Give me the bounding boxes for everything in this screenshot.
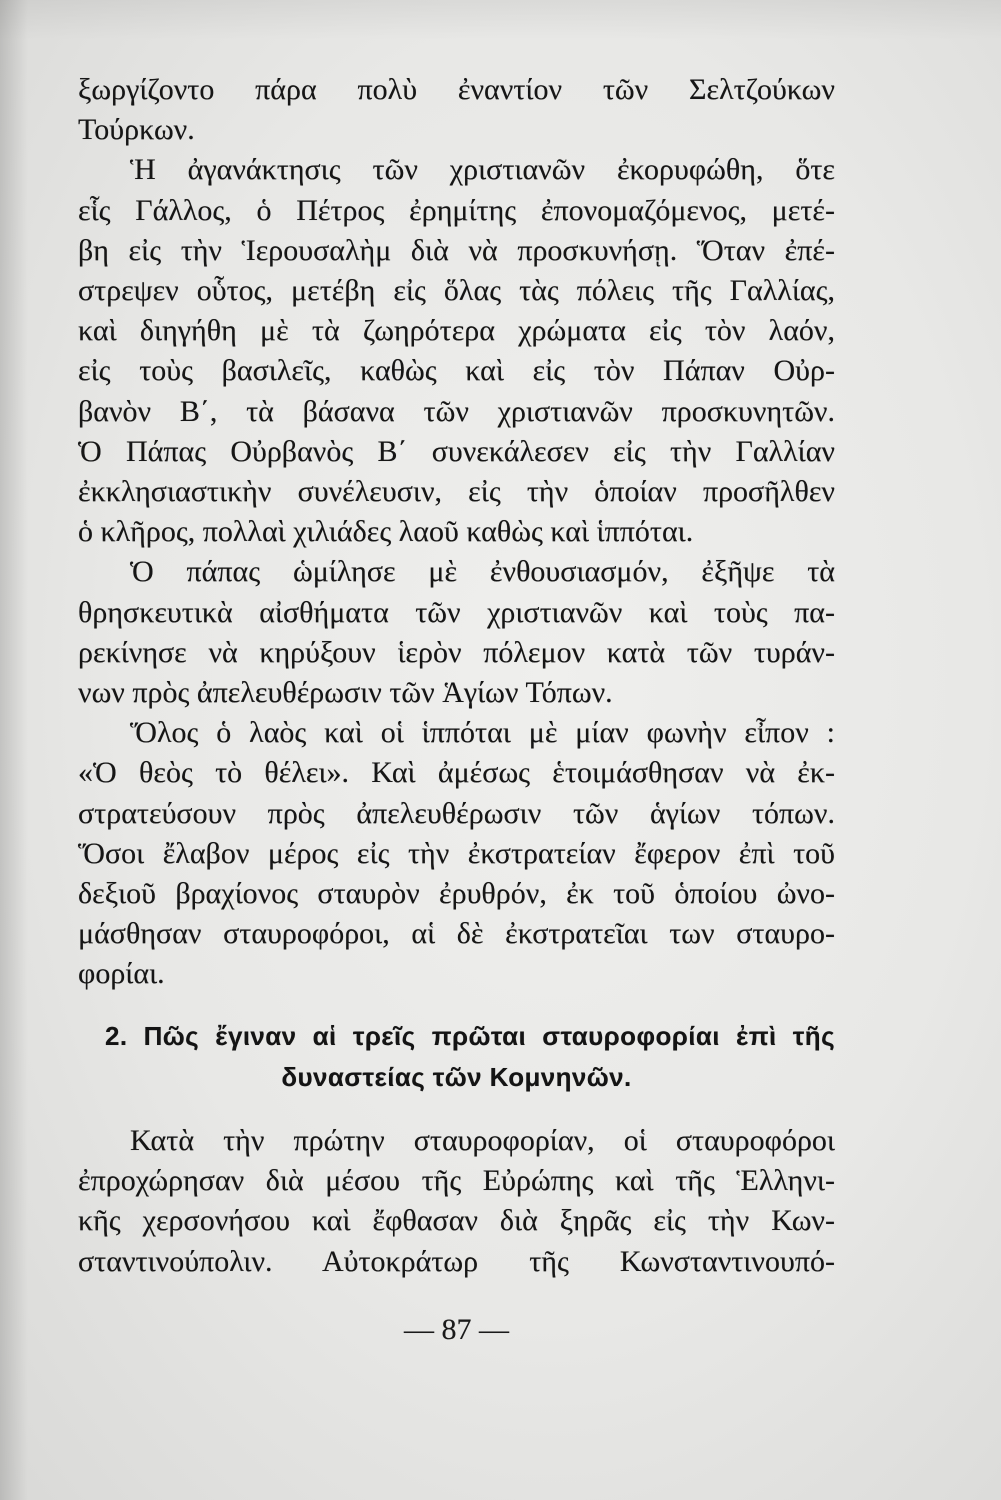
text-line: ξωργίζοντο πάρα πολὺ ἐναντίον τῶν Σελτζούκων [78,73,835,106]
text-line: εἷς Γάλλος, ὁ Πέτρος ἐρημίτης ἐπονομαζόμενος, μετέ- [78,193,835,227]
text-line: δεξιοῦ βραχίονος σταυρὸν ἐρυθρόν, ἐκ τοῦ ὁποίου ὠνο- [78,877,835,911]
text-line: «Ὁ θεὸς τὸ θέλει». Καὶ ἀμέσως ἑτοιμάσθησαν νὰ ἐκ- [78,756,835,790]
text-line: νων πρὸς ἀπελευθέρωσιν τῶν Ἁγίων Τόπων. [78,676,613,710]
text-line: Ὁ Πάπας Οὐρβανὸς Β΄ συνεκάλεσεν εἰς τὴν Γαλλίαν [78,434,835,468]
text-line: καὶ διηγήθη μὲ τὰ ζωηρότερα χρώματα εἰς τὸν λαόν, [78,314,835,348]
text-line: στρεψεν οὗτος, μετέβη εἰς ὅλας τὰς πόλεις τῆς Γαλλίας, [78,274,835,308]
text-line: ἐκκλησιαστικὴν συνέλευσιν, εἰς τὴν ὁποίαν προσῆλθεν [78,475,835,509]
text-line: μάσθησαν σταυροφόροι, αἱ δὲ ἐκστρατεῖαι των σταυρο- [78,917,835,951]
page-number: — 87 — [404,1313,509,1346]
text-line: θρησκευτικὰ αἰσθήματα τῶν χριστιανῶν καὶ τοὺς πα- [78,595,835,629]
text-line: Ἡ ἀγανάκτησις τῶν χριστιανῶν ἐκορυφώθη, ὅτε [130,153,835,187]
text-line: βη εἰς τὴν Ἱερουσαλὴμ διὰ νὰ προσκυνήσῃ. Ὅταν ἐπέ- [78,233,835,267]
text-line: κῆς χερσονήσου καὶ ἔφθασαν διὰ ξηρᾶς εἰς τὴν Κων- [78,1204,835,1238]
text-line: Κατὰ τὴν πρώτην σταυροφορίαν, οἱ σταυροφόροι [130,1124,835,1157]
heading-line: δυναστείας τῶν Κομνηνῶν. [281,1061,632,1092]
heading-line: 2. Πῶς ἔγιναν αἱ τρεῖς πρῶται σταυροφορίαι ἐπὶ τῆς [105,1021,835,1051]
text-line: Τούρκων. [78,113,195,147]
text-line: εἰς τοὺς βασιλεῖς, καθὼς καὶ εἰς τὸν Πάπαν Οὐρ- [78,354,835,388]
main-text [78,70,835,995]
text-line: Ὅσοι ἔλαβον μέρος εἰς τὴν ἐκστρατείαν ἔφερον ἐπὶ τοῦ [78,836,835,870]
text-line: βανὸν Β΄, τὰ βάσανα τῶν χριστιανῶν προσκυνητῶν. [78,394,835,428]
text-line: στρατεύσουν πρὸς ἀπελευθέρωσιν τῶν ἁγίων τόπων. [78,796,835,830]
text-line: ρεκίνησε νὰ κηρύξουν ἱερὸν πόλεμον κατὰ τῶν τυράν- [78,635,835,669]
paragraph [78,70,835,150]
text-line: ὁ κλῆρος, πολλαὶ χιλιάδες λαοῦ καθὼς καὶ ἱππόται. [78,515,694,549]
paragraph [78,713,835,994]
text-line: ἐπροχώρησαν διὰ μέσου τῆς Εὐρώπης καὶ τῆς Ἑλληνι- [78,1164,835,1198]
text-line: φορίαι. [78,957,165,991]
section-paragraph [78,1121,835,1282]
text-line: σταντινούπολιν. Αὐτοκράτωρ τῆς Κωνσταντινουπό- [78,1244,835,1278]
paragraph [78,150,835,552]
text-line: Ὁ πάπας ὡμίλησε μὲ ἐνθουσιασμόν, ἐξῆψε τὰ [130,555,835,589]
paragraph [78,552,835,713]
text-line: Ὅλος ὁ λαὸς καὶ οἱ ἱππόται μὲ μίαν φωνὴν εἶπον : [130,716,835,750]
section-heading [78,1016,835,1097]
